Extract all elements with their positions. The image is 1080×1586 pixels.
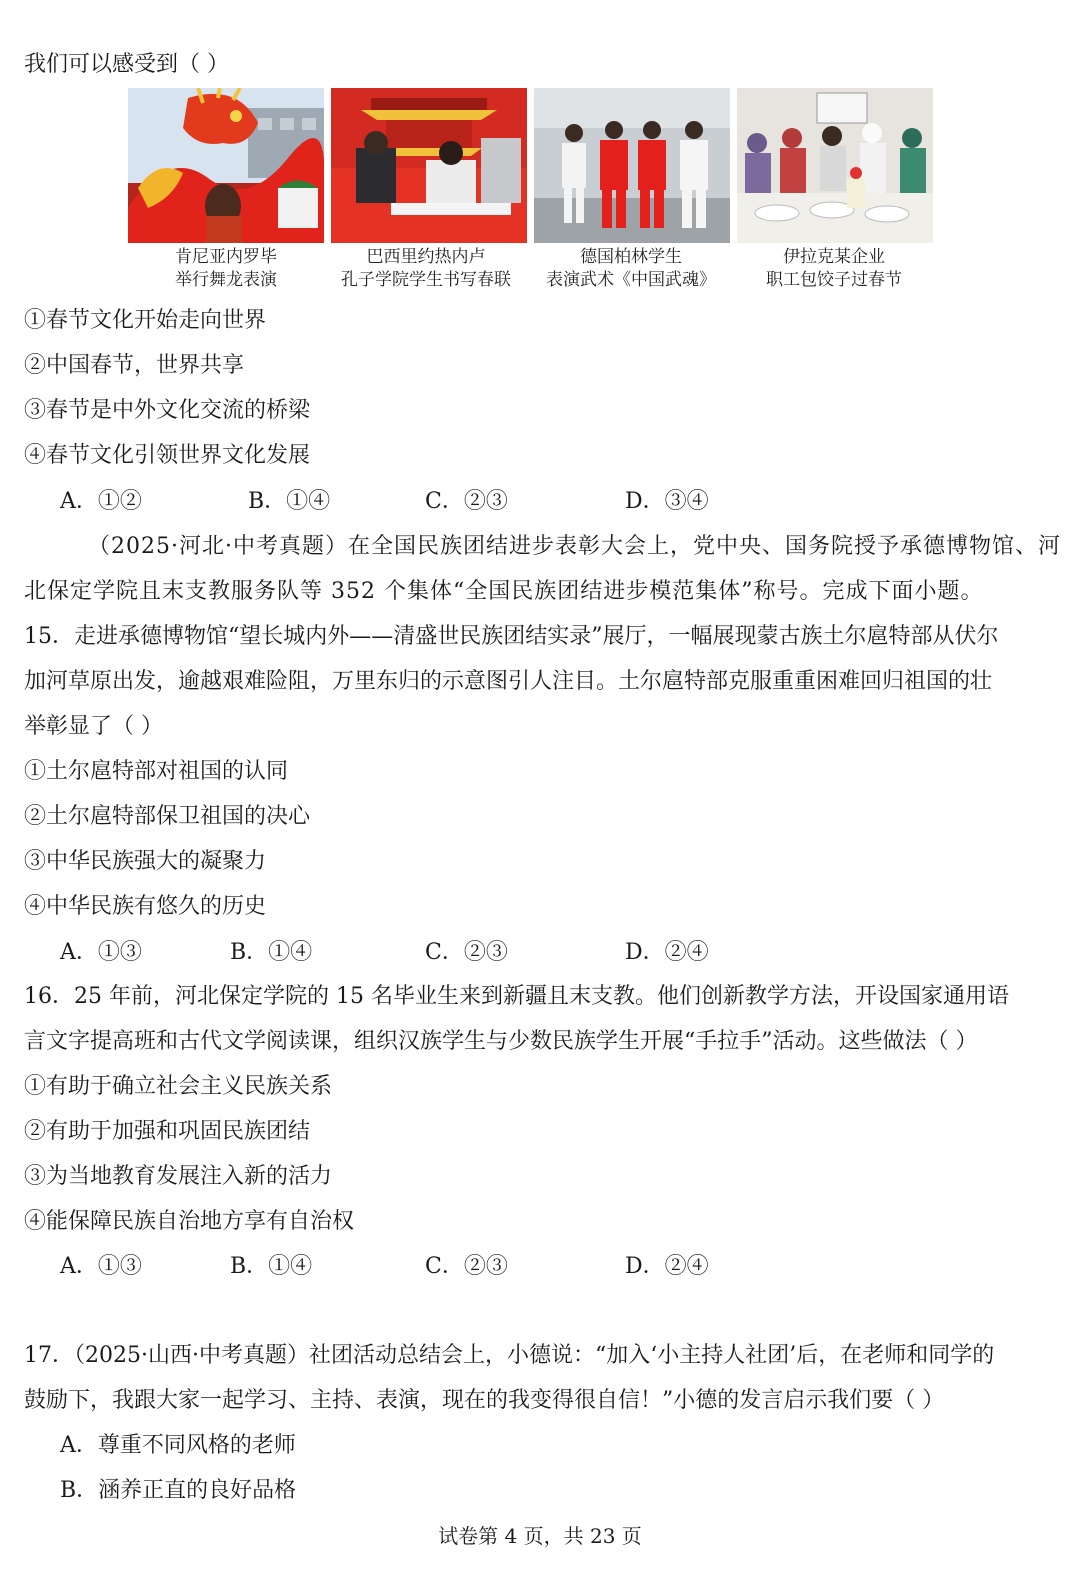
photo-caption-line: 德国柏林学生 — [580, 247, 682, 267]
q15-option-d[interactable]: D．②④ — [625, 940, 709, 965]
q15-item-2: ②土尔扈特部保卫祖国的决心 — [24, 804, 311, 829]
dragon-dance-photo — [128, 88, 324, 243]
q15-option-c[interactable]: C．②③ — [425, 940, 508, 965]
question-14-stem-tail: 我们可以感受到（ ） — [24, 52, 229, 77]
photo-caption-line: 职工包饺子过春节 — [766, 270, 902, 290]
q16-option-d[interactable]: D．②④ — [625, 1254, 709, 1279]
q17-stem-line-2: 鼓励下，我跟大家一起学习、主持、表演，现在的我变得很自信！”小德的发言启示我们要（ ） — [24, 1388, 945, 1413]
q15-stem-line-2: 加河草原出发，逾越艰难险阻，万里东归的示意图引人注目。土尔扈特部克服重重困难回归祖国的壮 — [24, 669, 993, 694]
q16-stem-line-1: 16．25 年前，河北保定学院的 15 名毕业生来到新疆且末支教。他们创新教学方法，开设国家通用语 — [24, 984, 1009, 1009]
page-footer: 试卷第 4 页，共 23 页 — [438, 1524, 642, 1548]
photo-caption-line: 伊拉克某企业 — [783, 247, 885, 267]
q14-option-c[interactable]: C．②③ — [425, 489, 508, 514]
q16-item-2: ②有助于加强和巩固民族团结 — [24, 1119, 311, 1144]
photo-caption-1 — [121, 246, 331, 292]
intro-line-2: 北保定学院且末支教服务队等 352 个集体“全国民族团结进步模范集体”称号。完成下面小题。 — [24, 579, 984, 604]
photo-caption-line: 表演武术《中国武魂》 — [546, 270, 716, 290]
photo-strip — [128, 88, 933, 243]
q16-option-a[interactable]: A．①③ — [60, 1254, 142, 1279]
photo-caption-4 — [729, 246, 939, 292]
martial-arts-photo — [534, 88, 730, 243]
photo-caption-2 — [321, 246, 531, 292]
q17-choice-b[interactable]: B．涵养正直的良好品格 — [60, 1478, 297, 1503]
q16-item-1: ①有助于确立社会主义民族关系 — [24, 1074, 333, 1099]
q14-option-d[interactable]: D．③④ — [625, 489, 709, 514]
photo-caption-3 — [526, 246, 736, 292]
q15-item-3: ③中华民族强大的凝聚力 — [24, 849, 267, 874]
intro-line-1: （2025·河北·中考真题）在全国民族团结进步表彰大会上，党中央、国务院授予承德博物馆、河 — [88, 534, 1061, 559]
q15-stem-line-3: 举彰显了（ ） — [24, 714, 163, 739]
q15-item-4: ④中华民族有悠久的历史 — [24, 894, 267, 919]
q15-option-a[interactable]: A．①③ — [60, 940, 142, 965]
q16-option-b[interactable]: B．①④ — [230, 1254, 313, 1279]
q15-option-b[interactable]: B．①④ — [230, 940, 313, 965]
photo-caption-line: 巴西里约热内卢 — [366, 247, 486, 267]
photo-caption-line: 孔子学院学生书写春联 — [341, 270, 511, 290]
q16-item-3: ③为当地教育发展注入新的活力 — [24, 1164, 333, 1189]
q14-option-a[interactable]: A．①② — [60, 489, 142, 514]
q16-option-c[interactable]: C．②③ — [425, 1254, 508, 1279]
q16-item-4: ④能保障民族自治地方享有自治权 — [24, 1209, 355, 1234]
q14-item-1: ①春节文化开始走向世界 — [24, 308, 267, 333]
q14-item-4: ④春节文化引领世界文化发展 — [24, 443, 311, 468]
q14-option-b[interactable]: B．①④ — [248, 489, 331, 514]
photo-caption-line: 举行舞龙表演 — [175, 270, 277, 290]
q15-stem-line-1: 15．走进承德博物馆“望长城内外——清盛世民族团结实录”展厅，一幅展现蒙古族土尔扈特部从伏尔 — [24, 624, 999, 649]
q17-stem-line-1: 17．（2025·山西·中考真题）社团活动总结会上，小德说：“加入‘小主持人社团’后，在老师和同学的 — [24, 1343, 995, 1368]
q17-choice-a[interactable]: A．尊重不同风格的老师 — [60, 1433, 296, 1458]
dumplings-photo — [737, 88, 933, 243]
photo-caption-line: 肯尼亚内罗毕 — [175, 247, 277, 267]
q14-item-2: ②中国春节，世界共享 — [24, 353, 245, 378]
q16-stem-line-2: 言文字提高班和古代文学阅读课，组织汉族学生与少数民族学生开展“手拉手”活动。这些做法（ ） — [24, 1029, 978, 1054]
q14-item-3: ③春节是中外文化交流的桥梁 — [24, 398, 311, 423]
q15-item-1: ①土尔扈特部对祖国的认同 — [24, 759, 289, 784]
calligraphy-couplets-photo — [331, 88, 527, 243]
